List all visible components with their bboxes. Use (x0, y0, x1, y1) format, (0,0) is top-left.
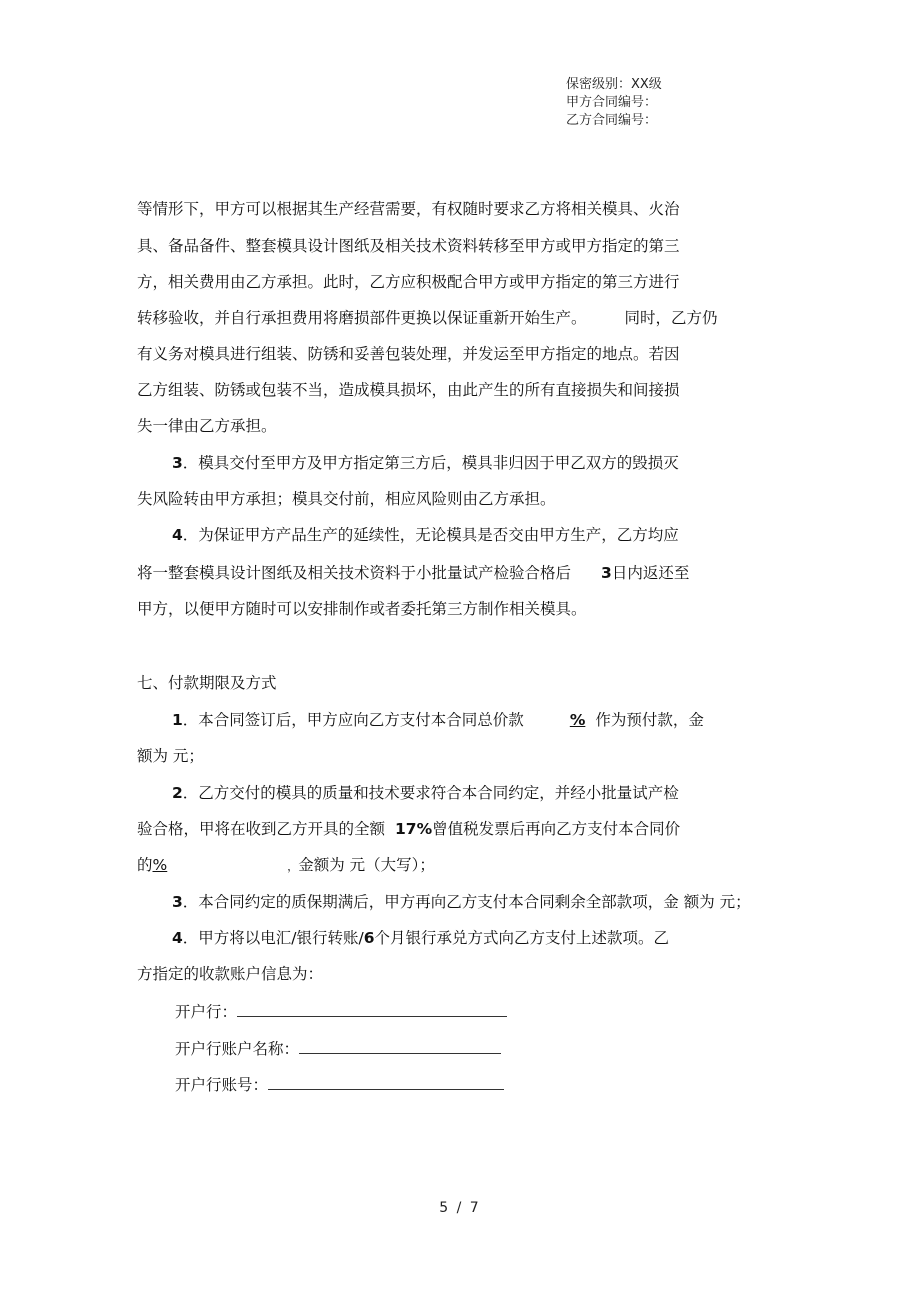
payment-clause-2-pre: 验合格，甲将在收到乙方开具的全额 (137, 820, 386, 838)
payment-clause-1-amount: 额为 元； (137, 747, 204, 765)
body-line-5: 有义务对模具进行组装、防锈和妥善包装处理，并发运至甲方指定的地点。若因 (137, 345, 680, 363)
account-number-row (175, 1073, 504, 1096)
account-name-row (175, 1037, 501, 1060)
body-line-11-tail: 日内返还至 (611, 564, 690, 582)
payment-clause-2-line-3 (137, 854, 435, 878)
vat-rate: 17% (395, 820, 433, 838)
body-line-9: 失风险转由甲方承担；模具交付前，相应风险则由乙方承担。 (137, 490, 556, 508)
payment-clause-2-post: 曾值税发票后再向乙方支付本合同价 (432, 820, 681, 838)
payment-clause-4-pre: ．甲方将以电汇/银行转账/ (182, 929, 364, 947)
payment-clause-1-text: ．本合同签订后，甲方应向乙方支付本合同总价款 (182, 711, 524, 729)
account-number-label: 开户行账号： (175, 1076, 269, 1094)
payment-clause-1-number: 1 (172, 711, 183, 729)
body-line-4 (137, 307, 718, 329)
payment-clause-1-tail: 作为预付款，金 (595, 711, 704, 729)
payment-clause-2-amount: 金额为 元（大写）； (298, 856, 435, 874)
payment-clause-2-text: ．乙方交付的模具的质量和技术要求符合本合同约定，并经小批量试产检 (182, 784, 679, 802)
body-line-4-tail: 同时，乙方仍 (624, 309, 718, 327)
account-number-blank-field[interactable] (268, 1073, 504, 1090)
account-name-label: 开户行账户名称： (175, 1040, 300, 1058)
clause-3-text: ．模具交付至甲方及甲方指定第三方后，模具非归因于甲乙双方的毁损灭 (182, 454, 679, 472)
account-name-blank-field[interactable] (299, 1037, 501, 1054)
payment-clause-3-number: 3 (172, 893, 183, 911)
payment-clause-3 (172, 891, 751, 913)
return-days: 3 (601, 564, 612, 582)
party-a-contract-number: 甲方合同编号： (566, 95, 658, 110)
clause-3 (172, 452, 679, 474)
clause-4-number: 4 (172, 526, 183, 544)
security-level: 保密级别：XX级 (566, 77, 662, 92)
body-line-2: 具、备品备件、整套模具设计图纸及相关技术资料转移至甲方或甲方指定的第三 (137, 237, 680, 255)
payment-clause-2-prefix: 的 (137, 856, 153, 874)
clause-4 (172, 524, 679, 546)
payment-clause-2-comma: ， (287, 860, 299, 873)
section-7-title: 七、付款期限及方式 (137, 674, 277, 692)
body-line-7: 失一律由乙方承担。 (137, 417, 277, 435)
payment-clause-2-line-2 (137, 818, 680, 840)
bank-label: 开户行： (175, 1003, 238, 1021)
body-line-11 (137, 562, 689, 584)
payment-clause-2 (172, 782, 679, 804)
payment-clause-4-post: 个月银行承兑方式向乙方支付上述款项。乙 (374, 929, 670, 947)
payment-clause-3-text: ．本合同约定的质保期满后，甲方再向乙方支付本合同剩余全部款项，金 额为 元； (182, 893, 751, 911)
bank-row (175, 1000, 507, 1023)
prepayment-percent: % (569, 711, 586, 729)
progress-payment-percent: % (152, 856, 168, 874)
party-b-contract-number: 乙方合同编号： (566, 113, 658, 128)
clause-3-number: 3 (172, 454, 183, 472)
body-line-12: 甲方，以便甲方随时可以安排制作或者委托第三方制作相关模具。 (137, 600, 587, 618)
payment-clause-4-line-2: 方指定的收款账户信息为： (137, 965, 324, 983)
body-line-1: 等情形下，甲方可以根据其生产经营需要，有权随时要求乙方将相关模具、火治 (137, 200, 680, 218)
payment-clause-4-number: 4 (172, 929, 183, 947)
payment-clause-4 (172, 927, 669, 949)
acceptance-months: 6 (363, 929, 375, 947)
bank-blank-field[interactable] (237, 1000, 507, 1017)
payment-clause-2-number: 2 (172, 784, 183, 802)
payment-clause-1 (172, 709, 704, 731)
clause-4-text: ．为保证甲方产品生产的延续性，无论模具是否交由甲方生产，乙方均应 (182, 526, 679, 544)
body-line-6: 乙方组装、防锈或包装不当，造成模具损坏，由此产生的所有直接损失和间接损 (137, 381, 680, 399)
body-line-3: 方，相关费用由乙方承担。此时，乙方应积极配合甲方或甲方指定的第三方进行 (137, 273, 680, 291)
body-line-4-main: 转移验收，并自行承担费用将磨损部件更换以保证重新开始生产。 (137, 309, 587, 327)
body-line-11-main: 将一整套模具设计图纸及相关技术资料于小批量试产检验合格后 (137, 564, 572, 582)
document-header (566, 76, 662, 130)
page-indicator: 5 / 7 (439, 1200, 481, 1216)
